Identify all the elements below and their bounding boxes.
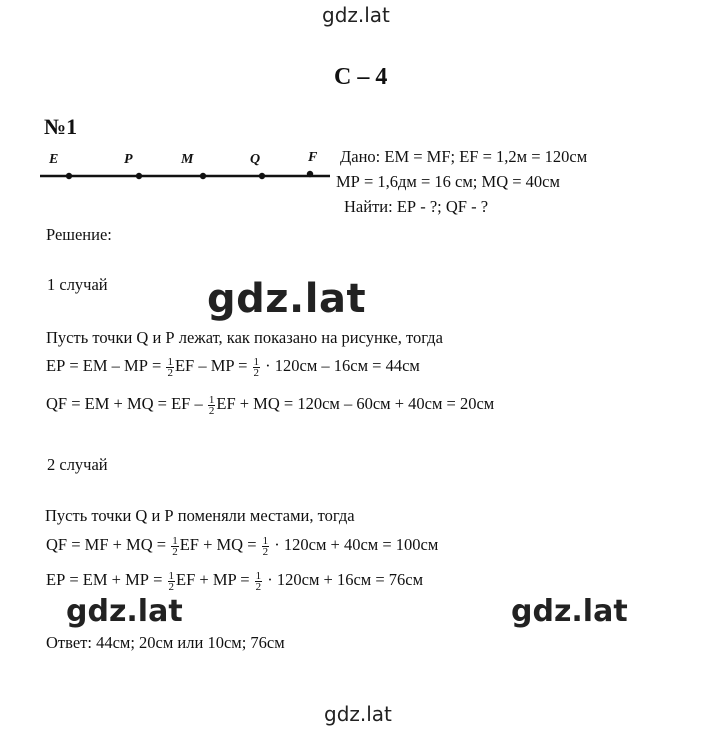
label-f: F [308,150,318,165]
case1-intro: Пусть точки Q и Р лежат, как показано на рисунке, тогда [46,328,443,347]
case2-eq2-part-a: ЕР = ЕМ + МР = [46,570,167,589]
case2-eq1-part-a: QF = MF + MQ = [46,535,171,554]
label-q: Q [250,152,261,167]
case2-eq2-part-c: · 120см + 16см = 76см [263,570,424,589]
case1-label: 1 случай [47,275,108,294]
case2-intro: Пусть точки Q и Р поменяли местами, тогда [45,506,355,525]
fraction-one-half: $\frac{1}{2}$ [253,355,260,379]
problem-number: №1 [44,114,78,139]
given-line-2: МР = 1,6дм = 16 см; MQ = 40см [336,172,560,191]
case1-equation-1 [46,356,420,378]
segment-figure [40,150,330,184]
case2-equation-2 [46,570,423,592]
watermark-center: gdz.lat [207,276,367,322]
point-q [259,173,265,179]
case2-label: 2 случай [47,455,108,474]
solution-label: Решение: [46,225,112,244]
label-m: M [181,152,194,167]
point-f [307,171,313,177]
case1-eq1-part-c: · 120см – 16см = 44см [261,356,420,375]
case2-equation-1 [46,535,438,557]
case1-equation-2 [46,394,494,416]
fraction-one-half: $\frac{1}{2}$ [208,393,215,417]
case1-eq1-part-a: ЕР = ЕМ – МР = [46,356,166,375]
fraction-one-half: $\frac{1}{2}$ [172,534,178,558]
case2-eq2-part-b: EF + MP = [176,570,254,589]
case1-eq1-part-b: EF – MP = [174,356,252,375]
case2-eq1-part-c: · 120см + 40см = 100см [270,535,439,554]
watermark-top: gdz.lat [322,3,390,27]
case1-eq2-part-b: EF + MQ = 120см – 60см + 40см = 20см [216,394,495,413]
label-p: P [124,152,133,167]
fraction-one-half: $\frac{1}{2}$ [167,355,173,379]
watermark-left: gdz.lat [66,594,183,629]
point-p [136,173,142,179]
label-e: E [49,152,59,167]
case1-eq2-part-a: QF = EM + MQ = EF – [46,394,207,413]
given-line-1: Дано: ЕМ = MF; EF = 1,2м = 120см [340,147,588,166]
fraction-one-half: $\frac{1}{2}$ [168,569,175,593]
answer: Ответ: 44см; 20см или 10см; 76см [46,633,285,652]
watermark-right: gdz.lat [511,594,628,629]
fraction-one-half: $\frac{1}{2}$ [262,534,269,558]
page-title: С – 4 [334,64,388,90]
case2-eq1-part-b: EF + MQ = [179,535,261,554]
watermark-bottom: gdz.lat [324,702,392,726]
fraction-one-half: $\frac{1}{2}$ [255,569,262,593]
given-line-3: Найти: ЕР - ?; QF - ? [344,197,489,216]
point-e [66,173,72,179]
point-m [200,173,206,179]
